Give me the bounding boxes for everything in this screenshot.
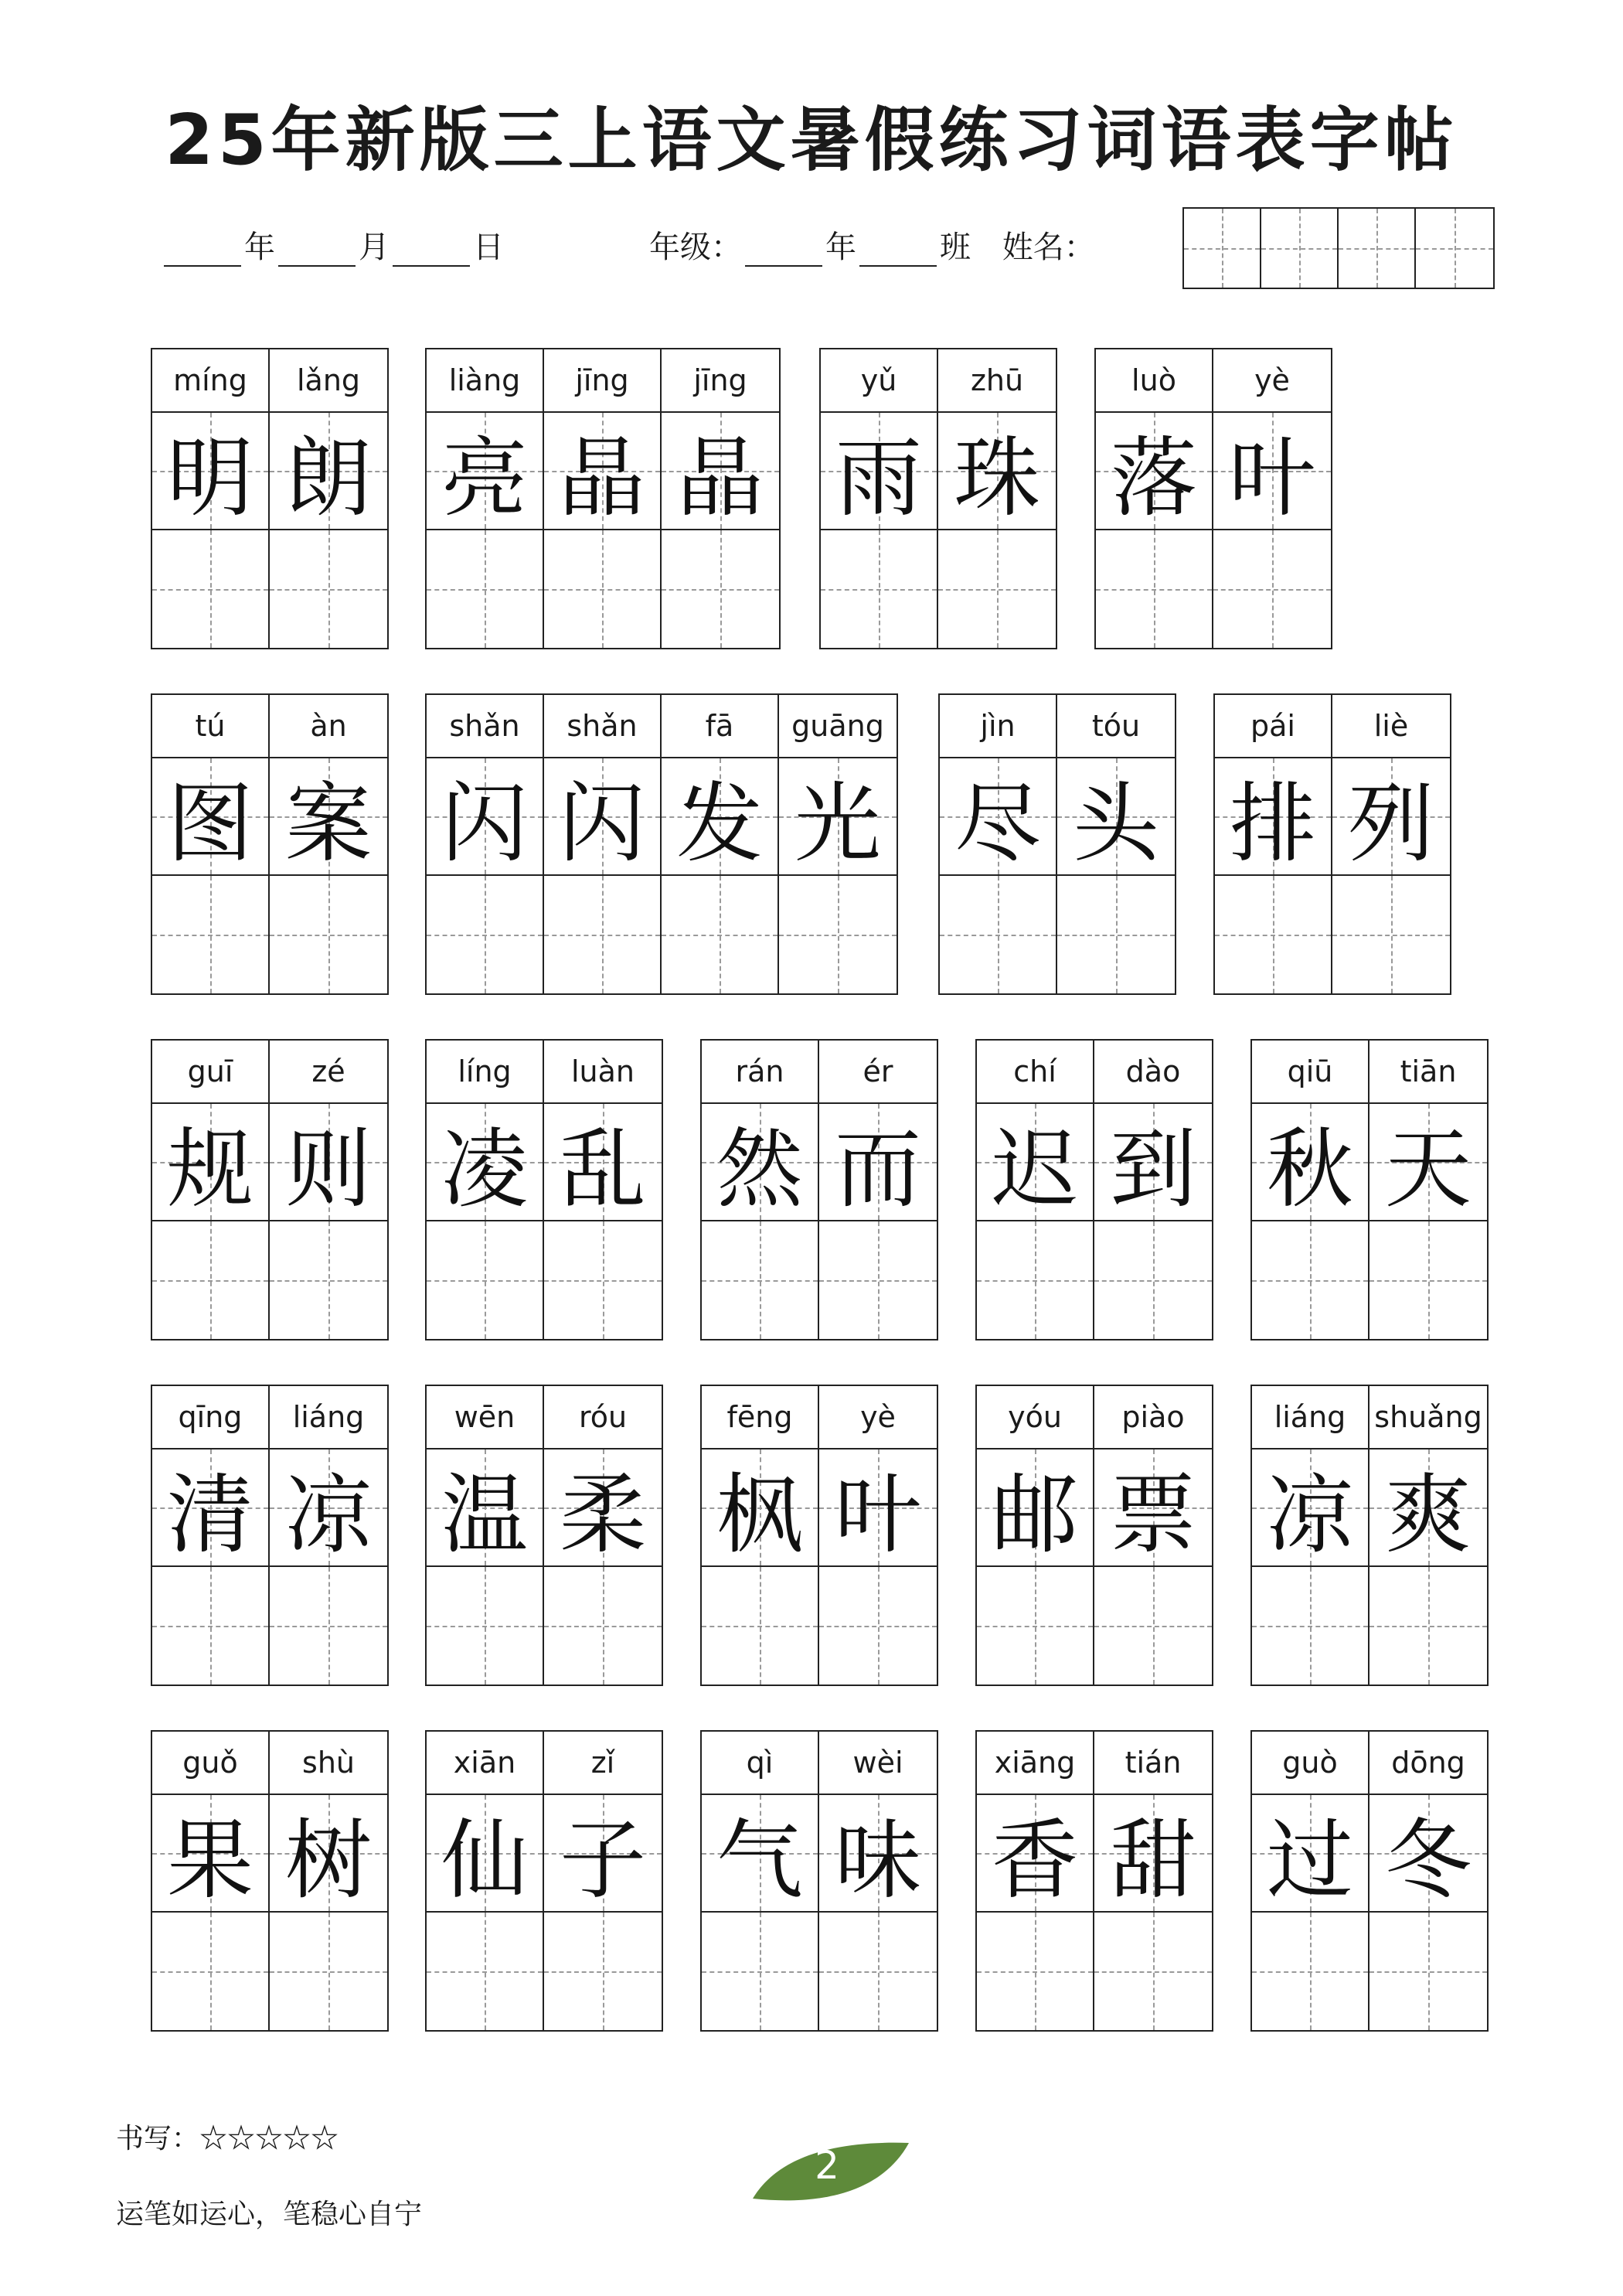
word-block (425, 348, 781, 649)
pinyin-label: shǎn (427, 695, 543, 758)
model-char-cell (427, 1449, 543, 1567)
char-column (152, 695, 270, 993)
pinyin-label: liáng (1252, 1386, 1368, 1449)
model-char-cell (427, 758, 543, 876)
year-label: 年 (244, 230, 275, 265)
model-character: 凉 (285, 1464, 372, 1565)
practice-cell[interactable] (544, 1567, 662, 1685)
motto: 运笔如运心，笔稳心自宁 (116, 2199, 423, 2230)
char-column (152, 1386, 270, 1685)
char-column (977, 1386, 1094, 1685)
model-character: 珠 (954, 428, 1040, 529)
model-char-cell (427, 1104, 543, 1221)
model-character: 味 (835, 1810, 921, 1911)
word-block (938, 693, 1176, 995)
char-column (427, 695, 544, 993)
char-column (544, 695, 662, 993)
char-column (819, 1732, 937, 2030)
model-character: 闪 (441, 773, 528, 874)
char-column (427, 1386, 544, 1685)
practice-cell[interactable] (819, 1221, 937, 1339)
pinyin-label: qiū (1252, 1041, 1368, 1104)
model-char-cell (427, 1795, 543, 1913)
practice-cell[interactable] (427, 1913, 543, 2030)
char-column (544, 349, 662, 648)
pinyin-label: yè (819, 1386, 937, 1449)
char-column (544, 1732, 662, 2030)
model-char-cell (1094, 1104, 1212, 1221)
char-column (270, 1386, 387, 1685)
model-char-cell (938, 413, 1056, 530)
word-block (1250, 1730, 1489, 2032)
word-block (700, 1730, 938, 2032)
practice-cell[interactable] (270, 876, 387, 993)
model-character: 柔 (560, 1464, 646, 1565)
char-column (977, 1041, 1094, 1339)
practice-cell[interactable] (702, 1567, 818, 1685)
word-block (425, 693, 898, 995)
model-character: 秋 (1267, 1119, 1353, 1220)
model-character: 图 (167, 773, 253, 874)
page-title: 25年新版三上语文暑假练习词语表字帖 (165, 100, 1458, 181)
model-char-cell (270, 758, 387, 876)
practice-cell[interactable] (544, 876, 660, 993)
word-block (151, 1039, 389, 1340)
practice-cell[interactable] (544, 1221, 662, 1339)
char-column (1332, 695, 1450, 993)
model-character: 则 (285, 1119, 372, 1220)
model-character: 发 (676, 773, 763, 874)
model-char-cell (544, 758, 660, 876)
day-label: 日 (473, 230, 504, 265)
model-character: 邮 (992, 1464, 1078, 1565)
char-column (1096, 349, 1213, 648)
model-character: 明 (167, 428, 253, 529)
model-char-cell (152, 758, 268, 876)
model-char-cell (544, 1795, 662, 1913)
char-column (544, 1386, 662, 1685)
char-column (819, 1386, 937, 1685)
char-column (427, 349, 544, 648)
model-char-cell (977, 1449, 1093, 1567)
char-column (1370, 1041, 1487, 1339)
pinyin-label: zé (270, 1041, 387, 1104)
practice-cell[interactable] (1215, 876, 1331, 993)
model-character: 爽 (1385, 1464, 1472, 1565)
pinyin-label: guī (152, 1041, 268, 1104)
char-column (152, 1041, 270, 1339)
pinyin-label: fā (662, 695, 777, 758)
char-column (662, 349, 779, 648)
model-char-cell (270, 1795, 387, 1913)
model-char-cell (1370, 1104, 1487, 1221)
model-character: 清 (167, 1464, 253, 1565)
practice-cell[interactable] (1370, 1567, 1487, 1685)
pinyin-label: luàn (544, 1041, 662, 1104)
model-char-cell (152, 1449, 268, 1567)
char-column (821, 349, 938, 648)
char-column (1215, 695, 1332, 993)
practice-cell[interactable] (819, 1913, 937, 2030)
model-character: 冬 (1385, 1810, 1472, 1911)
model-char-cell (152, 1104, 268, 1221)
model-character: 晶 (559, 428, 645, 529)
practice-cell[interactable] (779, 876, 897, 993)
pinyin-label: chí (977, 1041, 1093, 1104)
practice-cell[interactable] (544, 530, 660, 648)
model-char-cell (977, 1104, 1093, 1221)
model-character: 甜 (1110, 1810, 1196, 1911)
char-column (270, 349, 387, 648)
practice-cell[interactable] (427, 530, 543, 648)
model-character: 气 (716, 1810, 803, 1911)
practice-cell[interactable] (1370, 1221, 1487, 1339)
char-column (1370, 1386, 1487, 1685)
practice-cell[interactable] (270, 1913, 387, 2030)
model-character: 晶 (677, 428, 764, 529)
practice-cell[interactable] (977, 1913, 1093, 2030)
pinyin-label: yóu (977, 1386, 1093, 1449)
char-column (779, 695, 897, 993)
pinyin-label: qīng (152, 1386, 268, 1449)
pinyin-label: tóu (1057, 695, 1175, 758)
practice-cell[interactable] (1057, 876, 1175, 993)
word-block (151, 1730, 389, 2032)
practice-cell[interactable] (427, 876, 543, 993)
word-block (1250, 1385, 1489, 1686)
model-char-cell (1213, 413, 1331, 530)
model-character: 过 (1267, 1810, 1353, 1911)
practice-cell[interactable] (821, 530, 937, 648)
word-block (700, 1039, 938, 1340)
char-column (270, 1732, 387, 2030)
word-block (1250, 1039, 1489, 1340)
char-column (1370, 1732, 1487, 2030)
practice-cell[interactable] (152, 1913, 268, 2030)
model-char-cell (544, 1104, 662, 1221)
practice-cell[interactable] (270, 1567, 387, 1685)
char-column (427, 1732, 544, 2030)
model-character: 果 (167, 1810, 253, 1911)
practice-cell[interactable] (544, 1913, 662, 2030)
char-column (1213, 349, 1331, 648)
char-column (702, 1386, 819, 1685)
practice-cell[interactable] (152, 1221, 268, 1339)
month-label: 月 (359, 230, 390, 265)
pinyin-label: róu (544, 1386, 662, 1449)
model-character: 然 (716, 1119, 803, 1220)
pinyin-label: ér (819, 1041, 937, 1104)
pinyin-label: shǎn (544, 695, 660, 758)
pinyin-label: wèi (819, 1732, 937, 1795)
model-character: 尽 (954, 773, 1041, 874)
practice-cell[interactable] (662, 876, 777, 993)
model-char-cell (819, 1104, 937, 1221)
pinyin-label: qì (702, 1732, 818, 1795)
model-character: 列 (1348, 773, 1434, 874)
char-column (1094, 1732, 1212, 2030)
practice-cell[interactable] (1096, 530, 1212, 648)
model-character: 票 (1110, 1464, 1196, 1565)
model-char-cell (1252, 1795, 1368, 1913)
page-number: 2 (815, 2143, 839, 2188)
char-column (1252, 1386, 1370, 1685)
char-column (662, 695, 779, 993)
name-label: 姓名： (1002, 230, 1095, 265)
model-character: 树 (285, 1810, 372, 1911)
pinyin-label: jìn (940, 695, 1056, 758)
model-character: 迟 (992, 1119, 1078, 1220)
pinyin-label: tiān (1370, 1041, 1487, 1104)
char-column (1252, 1732, 1370, 2030)
word-block (425, 1385, 663, 1686)
pinyin-label: dào (1094, 1041, 1212, 1104)
pinyin-label: wēn (427, 1386, 543, 1449)
model-char-cell (702, 1795, 818, 1913)
char-column (427, 1041, 544, 1339)
char-column (1057, 695, 1175, 993)
practice-cell[interactable] (702, 1221, 818, 1339)
model-char-cell (821, 413, 937, 530)
char-column (152, 349, 270, 648)
practice-cell[interactable] (977, 1221, 1093, 1339)
practice-cell[interactable] (1094, 1567, 1212, 1685)
pinyin-label: tián (1094, 1732, 1212, 1795)
pinyin-label: guò (1252, 1732, 1368, 1795)
practice-cell[interactable] (1094, 1221, 1212, 1339)
model-char-cell (544, 1449, 662, 1567)
word-block (151, 693, 389, 995)
model-char-cell (819, 1795, 937, 1913)
model-character: 凌 (441, 1119, 528, 1220)
model-char-cell (270, 1104, 387, 1221)
model-character: 枫 (716, 1464, 803, 1565)
pinyin-label: liàng (427, 349, 543, 413)
model-char-cell (702, 1449, 818, 1567)
model-char-cell (702, 1104, 818, 1221)
model-char-cell (1370, 1795, 1487, 1913)
char-column (977, 1732, 1094, 2030)
pinyin-label: shuǎng (1370, 1386, 1487, 1449)
practice-cell[interactable] (270, 530, 387, 648)
model-character: 叶 (1229, 428, 1315, 529)
word-block (151, 348, 389, 649)
practice-cell[interactable] (152, 876, 268, 993)
char-column (270, 695, 387, 993)
word-block (975, 1039, 1213, 1340)
pinyin-label: dōng (1370, 1732, 1487, 1795)
model-char-cell (940, 758, 1056, 876)
practice-cell[interactable] (427, 1567, 543, 1685)
practice-cell[interactable] (1252, 1567, 1368, 1685)
pinyin-label: líng (427, 1041, 543, 1104)
model-char-cell (662, 758, 777, 876)
word-block (975, 1730, 1213, 2032)
model-character: 闪 (559, 773, 645, 874)
model-character: 到 (1110, 1119, 1196, 1220)
model-character: 天 (1385, 1119, 1472, 1220)
word-block (819, 348, 1057, 649)
pinyin-label: tú (152, 695, 268, 758)
model-char-cell (819, 1449, 937, 1567)
char-column (702, 1041, 819, 1339)
model-character: 规 (167, 1119, 253, 1220)
model-character: 头 (1073, 773, 1159, 874)
model-char-cell (977, 1795, 1093, 1913)
practice-cell[interactable] (1370, 1913, 1487, 2030)
word-block (425, 1039, 663, 1340)
word-block (975, 1385, 1213, 1686)
pinyin-label: guāng (779, 695, 897, 758)
model-character: 亮 (441, 428, 528, 529)
char-column (270, 1041, 387, 1339)
char-column (1094, 1386, 1212, 1685)
char-column (702, 1732, 819, 2030)
model-char-cell (1252, 1449, 1368, 1567)
word-block (151, 1385, 389, 1686)
pinyin-label: liáng (270, 1386, 387, 1449)
pinyin-label: míng (152, 349, 268, 413)
model-char-cell (270, 1449, 387, 1567)
model-character: 雨 (835, 428, 922, 529)
model-character: 仙 (441, 1810, 528, 1911)
grade-class-label: 班 (940, 230, 971, 265)
model-char-cell (1094, 1795, 1212, 1913)
word-block (425, 1730, 663, 2032)
model-char-cell (1332, 758, 1450, 876)
practice-cell[interactable] (977, 1567, 1093, 1685)
model-char-cell (270, 413, 387, 530)
model-character: 朗 (285, 428, 372, 529)
model-character: 子 (560, 1810, 646, 1911)
model-character: 光 (794, 773, 881, 874)
pinyin-label: xiān (427, 1732, 543, 1795)
model-character: 乱 (560, 1119, 646, 1220)
char-column (940, 695, 1057, 993)
char-column (544, 1041, 662, 1339)
model-char-cell (1096, 413, 1212, 530)
practice-cell[interactable] (938, 530, 1056, 648)
pinyin-label: liè (1332, 695, 1450, 758)
practice-cell[interactable] (662, 530, 779, 648)
word-block (700, 1385, 938, 1686)
model-char-cell (779, 758, 897, 876)
pinyin-label: luò (1096, 349, 1212, 413)
char-column (1094, 1041, 1212, 1339)
model-char-cell (1094, 1449, 1212, 1567)
pinyin-label: shù (270, 1732, 387, 1795)
model-character: 叶 (835, 1464, 921, 1565)
model-character: 案 (285, 773, 372, 874)
model-character: 排 (1230, 773, 1316, 874)
pinyin-label: xiāng (977, 1732, 1093, 1795)
model-char-cell (427, 413, 543, 530)
model-character: 香 (992, 1810, 1078, 1911)
pinyin-label: piào (1094, 1386, 1212, 1449)
model-char-cell (152, 1795, 268, 1913)
practice-cell[interactable] (702, 1913, 818, 2030)
practice-cell[interactable] (1332, 876, 1450, 993)
practice-cell[interactable] (427, 1221, 543, 1339)
model-char-cell (544, 413, 660, 530)
grade-year-label: 年 (825, 230, 856, 265)
pinyin-label: zhū (938, 349, 1056, 413)
pinyin-label: jīng (662, 349, 779, 413)
char-column (152, 1732, 270, 2030)
pinyin-label: fēng (702, 1386, 818, 1449)
char-column (819, 1041, 937, 1339)
practice-cell[interactable] (270, 1221, 387, 1339)
model-char-cell (1370, 1449, 1487, 1567)
pinyin-label: jīng (544, 349, 660, 413)
pinyin-label: zǐ (544, 1732, 662, 1795)
practice-cell[interactable] (1094, 1913, 1212, 2030)
char-column (1252, 1041, 1370, 1339)
word-block (1213, 693, 1451, 995)
practice-cell[interactable] (819, 1567, 937, 1685)
pinyin-label: yè (1213, 349, 1331, 413)
model-char-cell (152, 413, 268, 530)
pinyin-label: guǒ (152, 1732, 268, 1795)
model-char-cell (1215, 758, 1331, 876)
pinyin-label: lǎng (270, 349, 387, 413)
practice-cell[interactable] (1252, 1221, 1368, 1339)
model-char-cell (1252, 1104, 1368, 1221)
model-char-cell (1057, 758, 1175, 876)
char-column (938, 349, 1056, 648)
word-block (1094, 348, 1332, 649)
pinyin-label: àn (270, 695, 387, 758)
grade-label: 年级： (649, 230, 742, 265)
practice-cell[interactable] (152, 530, 268, 648)
model-character: 而 (835, 1119, 921, 1220)
practice-cell[interactable] (1252, 1913, 1368, 2030)
practice-cell[interactable] (940, 876, 1056, 993)
model-char-cell (662, 413, 779, 530)
writing-rating: 书写：☆☆☆☆☆ (116, 2123, 339, 2155)
practice-cell[interactable] (152, 1567, 268, 1685)
practice-cell[interactable] (1213, 530, 1331, 648)
pinyin-label: yǔ (821, 349, 937, 413)
model-character: 落 (1111, 428, 1197, 529)
model-character: 温 (441, 1464, 528, 1565)
pinyin-label: rán (702, 1041, 818, 1104)
model-character: 凉 (1267, 1464, 1353, 1565)
pinyin-label: pái (1215, 695, 1331, 758)
